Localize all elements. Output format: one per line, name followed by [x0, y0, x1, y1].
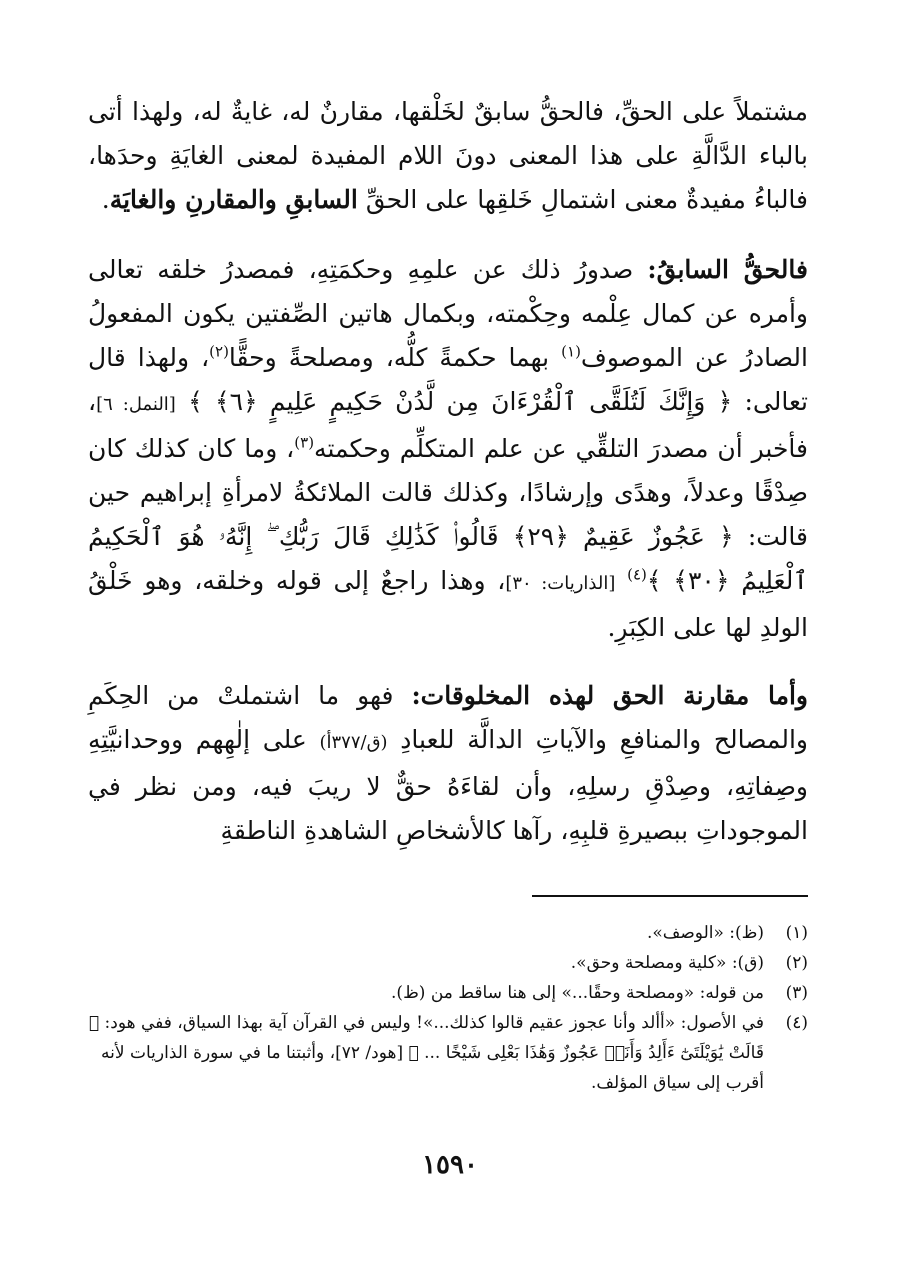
quran-verse-2: ﴿ عَجُوزٌ عَقِيمٌ ﴿٢٩﴾ قَالُوا۟ كَذَٰلِكِ قَالَ رَبُّكِ ۖ إِنَّهُۥ هُوَ ٱلْحَكِيمُ ٱلْعَلِيمُ ﴿٣٠﴾ ﴾ [88, 522, 808, 595]
paragraph-2-text-3: ، ولهذا قال تعالى: [88, 343, 808, 416]
footnote-3 [88, 978, 808, 1008]
paragraph-2-text-4: ، فأخبر أن مصدرَ التلقِّي عن علم المتكلِّم وحكمته [88, 387, 808, 463]
footnote-number: (٣) [785, 983, 808, 1003]
footnote-number: (٤) [785, 1013, 808, 1033]
page-body [88, 90, 808, 877]
footnote-number: (٢) [785, 953, 808, 973]
paragraph-1-bold: السابقِ والمقارنِ والغايَة [109, 185, 358, 214]
footnote-text: (ق): «كلية ومصلحة وحق». [570, 953, 764, 973]
verse-reference-1: [النمل: ٦] [96, 394, 176, 415]
paragraph-3-heading: وأما مقارنة الحق لهذه المخلوقات: [411, 681, 808, 710]
footnote-ref-4[interactable]: (٤) [627, 565, 647, 584]
paragraph-2 [88, 248, 808, 650]
footnote-text: في الأصول: «أألد وأنا عجوز عقيم قالوا كذلك...»! وليس في القرآن آية بهذا السياق، ففي هود: ﴿ قَالَتْ يَٰوَيْلَتَىٰٓ ءَأَلِدُ وَأَنَا۠ عَجُوزٌ وَهَٰذَا بَعْلِى شَيْخًا ... ﴾ [هود/ ٧٢]، وأثبتنا ما في سورة الذاريات لأنه أقرب إلى سياق المؤلف. [88, 1013, 764, 1093]
footnote-ref-1[interactable]: (١) [561, 342, 581, 361]
manuscript-marker: (ق/٣٧٧أ) [319, 732, 388, 753]
quran-verse-1: ﴿ وَإِنَّكَ لَتُلَقَّى ٱلْقُرْءَانَ مِن لَّدُنْ حَكِيمٍ عَلِيمٍ ﴿٦﴾ ﴾ [188, 387, 733, 416]
footnote-text: من قوله: «ومصلحة وحقًا...» إلى هنا ساقط من (ظ). [391, 983, 764, 1003]
footnote-number: (١) [785, 923, 808, 943]
paragraph-2-text-1: صدورُ ذلك عن علمِهِ وحكمَتِهِ، فمصدرُ خلقه تعالى وأمره عن كمال عِلْمه وحِكْمته، وبكمال هاتين الصِّفتين يكون المفعولُ الصادرُ عن الموصوف [88, 255, 808, 372]
paragraph-3-text-2: على إلٰهِهم ووحدانيَّتِهِ وصِفاتِهِ، وصِدْقِ رسلِهِ، وأن لقاءَهُ حقٌّ لا ريبَ فيه، ومن نظر في الموجوداتِ ببصيرةِ قلبِهِ، رآها كالأشخاصِ الشاهدةِ الناطقةِ [88, 725, 808, 845]
paragraph-3 [88, 674, 808, 853]
paragraph-2-text-5: ، وما كان كذلك كان صِدْقًا وعدلاً، وهدًى وإرشادًا، وكذلك قالت الملائكةُ لامرأةِ إبراهيم حين قالت: [88, 434, 808, 551]
footnotes [88, 918, 808, 1098]
paragraph-3-text-1: فهو ما اشتملتْ من الحِكَمِ والمصالح والمنافعِ والآياتِ الدالَّة للعبادِ [88, 681, 808, 754]
paragraph-1 [88, 90, 808, 222]
footnote-ref-2[interactable]: (٢) [209, 342, 229, 361]
footnote-1 [88, 918, 808, 948]
paragraph-1-text: مشتملاً على الحقِّ، فالحقُّ سابقٌ لخَلْقها، مقارنٌ له، غايةٌ له، ولهذا أتى بالباء الدَّالَّةِ على هذا المعنى دونَ اللام المفيدة لمعنى الغايَةِ وحدَها، فالباءُ مفيدةٌ معنى اشتمالِ خَلقِها على الحقِّ [88, 97, 808, 214]
paragraph-2-text-6: ، وهذا راجعٌ إلى قوله وخلقه، وهو خَلْقُ الولدِ لها على الكِبَرِ. [88, 566, 808, 642]
page-number: ١٥٩٠ [422, 1150, 478, 1180]
paragraph-1-end: . [101, 185, 110, 214]
paragraph-2-text-2: بهما حكمةً كلُّه، ومصلحةً وحقًّا [228, 343, 550, 372]
verse-reference-2: [الذاريات: ٣٠] [505, 573, 616, 594]
footnote-2 [88, 948, 808, 978]
footnote-ref-3[interactable]: (٣) [294, 433, 315, 452]
footnote-divider [532, 895, 808, 897]
paragraph-2-heading: فالحقُّ السابقُ: [647, 255, 808, 284]
footnote-4 [88, 1008, 808, 1098]
footnote-text: (ظ): «الوصف». [646, 923, 764, 943]
